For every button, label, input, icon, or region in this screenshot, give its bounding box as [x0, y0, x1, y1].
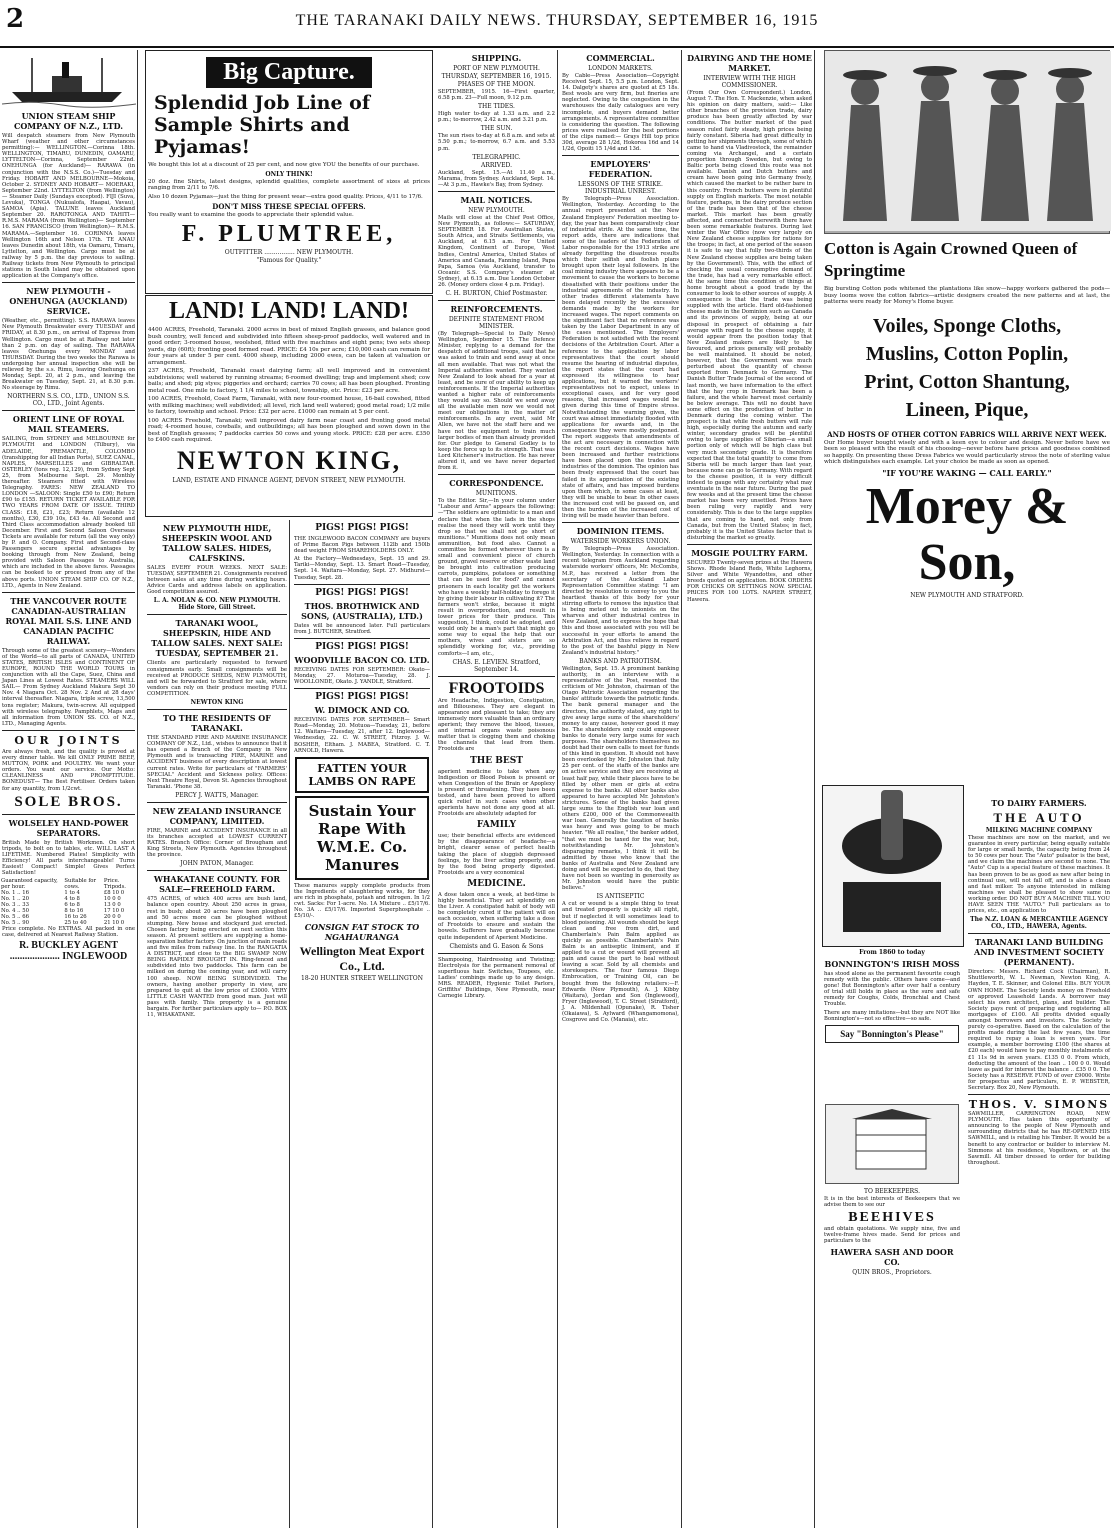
land-listing-4: 100 ACRES Freehold, Taranaki; well improved dairy farm near coast and fronting good metal road; 4-roomed house, cowbails, and outbuildings; all has been ploughed and sown down in the best of English grasses; 7 paddocks carries 50 cows and young stock. PRICE: £28 per acre. £350 to £400 cash required.	[148, 417, 430, 443]
hide-sales-title: NEW PLYMOUTH HIDE, SHEEPSKIN WOOL AND TALLOW SALES. HIDES, CALFSKINS.	[162, 523, 272, 563]
mail-sign: C. H. BURTON, Chief Postmaster.	[445, 290, 548, 298]
plumtree-outfitter: OUTFITTER ................ NEW PLYMOUTH.	[224, 248, 354, 256]
cotton-illustration	[824, 50, 1110, 234]
table-row: No. 5 .. 66 16 to 26 20 0 0	[1, 914, 121, 921]
brothwick-title: THOS. BROTHWICK AND SONS, (AUSTRALIA), LTD.)	[301, 600, 423, 621]
moon-body: SEPTEMBER, 1915. 16—First quarter, 6.58 p.m. 23—Full moon, 9.12 p.m.	[438, 89, 555, 102]
capture-title: Big Capture.	[206, 57, 372, 88]
dairying-title: DAIRYING AND THE HOME MARKET.	[687, 53, 812, 73]
table-row: No. 4 .. 50 8 to 16 17 10 0	[1, 908, 125, 915]
joints-title: OUR JOINTS	[14, 733, 123, 747]
dairy-farmers-title: TO DAIRY FARMERS.	[991, 798, 1087, 808]
steamship-illustration	[2, 52, 135, 108]
shipping-date: THURSDAY, SEPTEMBER 16, 1915.	[441, 73, 552, 80]
woodville-title: WOODVILLE BACON CO. LTD.	[294, 654, 430, 665]
joints-body: Are always fresh, and the quality is proved at every dinner table. We kill ONLY PRIME BEEF, MUTTON, PORK and POULTRY. We want your orders. You want our service. Our Motto: CLEANLINESS AND PROMPTITUDE. BONEDUST— The Best Fertiliser. Orders taken for any quantity, from 1/2cwt.	[2, 748, 135, 792]
column-dairy-farmers	[966, 795, 1112, 1528]
table-row: No. 3 .. 33 6 to 8 13 0 0	[1, 902, 121, 909]
building-society-body: Directors: Messrs. Richard Cock (Chairman), R. Shuttleworth, W. L. Newman, Newton King, A. Hayden, T. E. Skinner, and Colonel Ellis. BUY YOUR OWN HOME. The Society lends money on Freehold or approved Leasehold Lands. A borrower may select his own architect, plans, and builder. The Society pays rent of preparing and registering all mortgages of £100. All profits divided equally amongst borrowers and investors. The Society is purely co-operative. Based on the calculation of the profits made during the last few years, the time required to repay a loan is seven years. For example, a member borrowing £100 (the shares at £20 each) would have to pay monthly instalments of £1 11s 9d in seven years. £135 0 0. From which, deducting the amount of the loan .. 100 0 0. Would leave as paid for interest the balance .. £35 0 0. The Society has a RESERVE FUND of over £9000. Write for prospectus and particulars, E. P. WEBSTER, Secretary. Box 20, New Plymouth.	[968, 969, 1110, 1091]
masthead	[0, 0, 1114, 48]
onehunga-body: (Weather, etc., permitting). S.S. RARAWA leaves New Plymouth Breakwater every TUESDAY and FRIDAY, at 8.30 p.m., on arrival of Express from Wellington. Cargo must be at Railway not later than 2 p.m. on day of sailing. The RARAWA leaves Onehunga every MONDAY and THURSDAY. During the two weeks the Rarawa is undergoing her annual inspection she will be relieved by the s.s. Rimu, leaving Onehunga on Monday, Sept. 20, at 2 p.m., and leaving the Breakwater on Tuesday, Sept. 21, at 8.30 p.m. No steerage by Rimu.	[2, 318, 135, 392]
employers-title: EMPLOYERS' FEDERATION.	[588, 159, 653, 180]
consign-stock: CONSIGN FAT STOCK TO NGAHAURANGA	[304, 922, 420, 943]
frootoids-title: FROOTOIDS	[448, 679, 545, 697]
usco-title: UNION STEAM SHIP COMPANY OF N.Z., LTD.	[13, 111, 124, 131]
wellington-meat-name: Wellington Meat Export Co., Ltd.	[299, 944, 425, 974]
bonnington-please: Say "Bonnington's Please"	[825, 1025, 959, 1043]
table-row: No. 1 .. 20 4 to 8 10 0 0	[1, 896, 121, 903]
beehive-illustration	[825, 1104, 959, 1184]
moon-title: PHASES OF THE MOON.	[457, 81, 536, 88]
buckley-agent: R. BUCKLEY AGENT .................... INGLEWOOD	[9, 940, 128, 963]
capture-invite: You really want to examine the goods to appreciate their splendid value.	[148, 212, 354, 218]
pigs-header-4: PIGS! PIGS! PIGS!	[315, 692, 409, 703]
london-markets-body: By Cable—Press Association—Copyright Received Sept. 15, 5.5 p.m. London, Sept. 14. Dalgety's shares are quoted at £5 18s. Best wools are very firm, but fineries are neglected. Owing to the congestion in the warehouses the daily catalogues are very incomplete, and buyers demand better arrangements. A representative committee is considering the question. The following prices were realised for the best portions of the clips named:— Grays Hill top price 30d, average 28 1/2d, Hokorea 16d and 14 1/2d, Opoiti 15 1/4d and 13d.	[562, 73, 679, 153]
nz-insurance-body: FIRE, MARINE and ACCIDENT INSURANCE in all its branches accepted at LOWEST CURRENT RATES. Branch Office: Corner of Brougham and King Streets, New Plymouth. Agencies throughout the province.	[147, 827, 287, 859]
pigs-header-2: PIGS! PIGS! PIGS!	[315, 587, 409, 598]
cotton-fabrics: Voiles, Sponge Cloths, Muslins, Cotton Poplin, Print, Cotton Shantung, Lineen, Pique,	[864, 314, 1070, 421]
auto-sub: MILKING MACHINE COMPANY	[985, 827, 1093, 834]
frootoids-medicine: MEDICINE.	[467, 878, 526, 889]
arrived-title: ARRIVED.	[481, 161, 512, 169]
whakatane-title: WHAKATANE COUNTY. FOR SALE—FREEHOLD FARM.	[153, 874, 281, 895]
inglewood-bacon: THE INGLEWOOD BACON COMPANY are buyers of Prime Bacon Pigs between 112lb and 150lb dead weight FROM SHAREHOLDERS ONLY.	[294, 536, 430, 555]
sun-title: THE SUN.	[480, 125, 513, 133]
big-capture-advert	[145, 50, 433, 294]
tides-title: THE TIDES.	[478, 103, 515, 111]
auto-body: These machines are now on the market, and we guarantee in every particular, being equally suitable for large or small herds, the capacity being from 24 to 50 cows per hour. The "Auto" pulsator is the best, and we claim the machines are second to none. The "Auto" Cup is a special feature of these machines. It has been proven to be as good as new after being in continual use, will not fall off, and is also a clean and fast milker. To anyone interested in milking machines we shall be pleased to show same in working order. DO NOT BUY A MACHINE TILL YOU HAVE SEEN THE "AUTO." Full particulars as to prices, etc., on application to	[968, 835, 1110, 915]
commercial-title: COMMERCIAL.	[586, 53, 655, 63]
residents-title: TO THE RESIDENTS OF TARANAKI.	[163, 713, 271, 734]
beehives-title: BEEHIVES	[848, 1210, 936, 1226]
plumtree-name: F. PLUMTREE,	[181, 220, 397, 247]
residents-body: THE STANDARD FIRE AND MARINE INSURANCE COMPANY OF N.Z., Ltd., wishes to announce that it has opened a Branch of the Company in New Plymouth and is transacting FIRE, MARINE and ACCIDENT business of every description at lowest current rates. Write for particulars of "FARMERS' SPECIAL" Accident and Sickness policy. Offices: Next Theatre Royal, Devon St. Agencies throughout Taranaki. 'Phone 38.	[147, 735, 287, 790]
wolseley-body: British Made by British Workmen. On short tripods, to bolt on to tables, etc. WILL LAST A LIFETIME. Numbered Plates! Simplicity with Efficiency! All parts interchangeable! Turns Easiest! Compact! Simple! Gives Perfect Satisfaction!	[2, 839, 135, 877]
pigs-header-1: PIGS! PIGS! PIGS!	[315, 523, 409, 533]
tides-body: High water to-day at 1.33 a.m. and 2.2 p.m.; to-morrow, 2.42 a.m. and 3.21 p.m.	[438, 111, 555, 124]
morey-cotton-advert	[822, 50, 1112, 770]
munitions-title: MUNITIONS.	[475, 490, 518, 498]
shampoo-advert: Shampooing, Hairdressing and Twisting; Electrolysis for the permanent removal of superfluous hair. Switches, Toupees, etc. Ladies' combings made up to any design. MRS. READER, Hygienic Toilet Parlors, Griffiths' Buildings, New Plymouth, near Carnegie Library.	[438, 956, 555, 1000]
newton-king-name: NEWTON KING,	[176, 445, 402, 475]
fatten-lambs-box: FATTEN YOUR LAMBS ON RAPE	[295, 757, 429, 793]
onehunga-sign: NORTHERN S.S. CO., LTD., UNION S.S. CO., LTD., Joint Agents.	[7, 393, 130, 408]
frootoids-best: THE BEST	[470, 755, 523, 766]
mail-body: Mails will close at the Chief Post Office, New Plymouth, as follows:— SATURDAY, SEPTEMBER 18. For Australian States, South Africa, and Straits Settlements, via Auckland, at 6.15 a.m. For United Kingdom, Continent of Europe, West Indies, Central America, United States of America and Canada, Fanning Island, Papa Papa, Samoa (via Auckland, transfer to Oceanic S.S. Company's steamer at Sydney), at 6.15 a.m. Due London October 26. (Money orders close 4 p.m. Friday).	[438, 214, 555, 288]
building-society-title: TARANAKI LAND BUILDING AND INVESTMENT SOCIETY (PERMANENT).	[974, 937, 1104, 968]
usco-body: Will despatch steamers from New Plymouth Wharf (weather and other circumstances permitting):— WELLINGTON.—Corinna 18th. WELLINGTON, TIMARU, DUNEDIN, OAMARU, LYTTELTON—Corinna, September 22nd. ONEHUNGA (for Auckland)— RARAWA (in conjunction with the N.S.S. Co.)—Tuesday and Friday. HOBART AND MELBOURNE—Mokoia, October 2. SYDNEY AND HOBART— MOERAKI, September 22nd. LYTTELTON (from Wellington)— Steamer Daily (Sundays excepted). FIJI (Suva, Levuka), TONGA (Nukualofa, Haapai, Vavau), SAMOA (Apia). TALUNE leaves Auckland September 20. RAROTONGA AND TAHITI— R.M.S. MARAMA (from Wellington)— September 16. SAN FRANCISCO (from Wellington)— R.M.S. MARAMA.—September 16. CORINNA leaves Wellington 16th and Nelson 17th. TE ANAU leaves Dunedin about 18th, via Oamaru, Timaru, Lyttelton, and Wellington. Cargo must be at railway by 5 p.m. the day previous to sailing. Railway tickets from New Plymouth to principal stations in South Island may be obtained upon application at the Company's office.	[2, 133, 135, 280]
cotton-title: Cotton is Again Crowned Queen of Springtime	[824, 239, 1078, 280]
morey-son-name: Morey & Son,	[865, 477, 1069, 591]
munitions-body: To the Editor. Sir,—In your column under "Labour and Arms" appears the following:—"The soldiers are optimistic to a man and declare that when the lads in the shops realise the need they will work until they drop so that we shall not go short of munitions." Munitions does not only mean ammunition, but food also. Cannot a committee be formed wherever there is a small and convenient piece of church ground, gravel reserve or other waste land be brought into cultivation producing carrots, pumpkins, potatoes or something that can be used for food? and cannot prisoners in each locality get the workers who have a weekly half-holiday to forego it by giving their labour in cultivating it? The farmers won't strike, because it might result in overproduction, and result in lower prices for their produce. This suggestion, I think, could be adopted, and would only be a man's part that might go some way to equal the help that our mothers, wives and sisters are so splendidly working for, viz., providing comforts—I am, etc.,	[438, 498, 555, 657]
taranaki-wool-body: Clients are particularly requested to forward consignments early. Small consignments will be received at PRODUCE SHEDS, NEW PLYMOUTH, and will be forwarded to Stratford for sale, where vendors can rely on their produce meeting FULL COMPETITION.	[147, 660, 287, 697]
pigs-header-3: PIGS! PIGS! PIGS!	[315, 641, 409, 652]
dimock-title: W. DIMOCK AND CO.	[314, 705, 410, 716]
brothwick-body: Dates will be announced later. Full particulars from J. BUTCHER, Stratford.	[294, 622, 430, 635]
column-shipping-news	[436, 50, 558, 1528]
capture-dont-miss: DON'T MISS THESE SPECIAL OFFERS.	[212, 202, 366, 211]
bonnington-name: BONNINGTON'S IRISH MOSS	[824, 959, 960, 969]
arrived-body: Auckland, Sept. 15.—At 11.40 a.m., Marama, from Sydney. Auckland, Sept. 14.—At 3 p.m., Hawke's Bay, from Sydney.	[438, 169, 555, 188]
land-advert	[145, 295, 433, 517]
column-commercial	[560, 50, 682, 1528]
hide-sales-body: SALES EVERY FOUR WEEKS. NEXT SALE: TUESDAY, SEPTEMBER 21. Consignments received between sales at any time during working hours. Advice Cards and address labels on application. Good competition assured.	[147, 565, 287, 596]
beekeepers-to: TO BEEKEEPERS.	[864, 1188, 920, 1195]
reinforcements-sub: DEFINITE STATEMENT FROM MINISTER.	[448, 316, 545, 331]
beehives-body1: It is in the best interests of Beekeepers that we advise them to see our	[824, 1196, 960, 1209]
wolseley-title: WOLSELEY HAND-POWER SEPARATORS.	[8, 817, 129, 838]
bonnington-illustration	[822, 785, 964, 947]
capture-body3: Also 10 dozen Pyjamas—just the thing for present wear—extra good quality. Prices, 4/11 to 17/6.	[148, 193, 423, 200]
mail-place: NEW PLYMOUTH.	[468, 206, 525, 214]
frootoids-medicine-body: A dose taken once a week, at bed-time is highly beneficial. They act splendidly on the Liver. A constipated habit of body will be completely cured if the patient will on each occasion, when suffering take a dose of Frootoids to ensure and sustain the bowels. Sufferers have gradually become quite independent of Aperient Medicine.	[438, 891, 555, 941]
morey-towns: NEW PLYMOUTH AND STRATFORD.	[910, 591, 1024, 599]
frootoids-sign: Chemists and G. Eason & Sons	[449, 942, 544, 950]
wellington-meat-address: 18-20 HUNTER STREET WELLINGTON	[301, 975, 423, 983]
nolan-sign: L. A. NOLAN & CO. NEW PLYMOUTH. Hide Store, Gill Street.	[153, 597, 281, 612]
frootoids-family-body: use; their beneficial effects are evidenced by the disappearance of headache—a bright, clearer sense of perfect health taking the place of sluggish depressed feelings, by the liver acting properly, and by the food being properly digested. Frootoids are a very economical	[438, 833, 555, 876]
whakatane-body: 475 ACRES, of which 400 acres are bush land, balance open country. About 250 acres in grass, rest in bush; about 20 acres have been ploughed and 50 acres more can be ploughed without stumping. New house and stockyard just erected. Chosen factory being erected on next section this season. At present settlers are supplying a home-separation butter factory. On junction of main roads and five miles from railway line. In the RANGATIA A DISTRICT, and close to the BIG SWAMP NOW BEING RAPIDLY BROUGHT IN. Ring-fenced and subdivided into two paddocks. This farm can be milked on during the coming year, and will carry 100 sheep. NOW BEING SUBDIVIDED. The owners, having another property in view, are prepared to quit at the low price of £3000. VERY LITTLE CASH WANTED from good man. Just will pass with family. This property is a genuine bargain. For further particulars apply to— P.O. BOX 11, WHAKATANE.	[147, 896, 287, 1019]
plumtree-motto: "Famous for Quality."	[256, 256, 322, 264]
antiseptic-body: A cut or wound is a simple thing to treat and treated properly is quickly all right, but if neglected it will sometimes lead to blood poisoning. All wounds should be kept clean and free from dirt, and Chamberlain's Pain Balm applied as quickly as possible. Chamberlain's Pain Balm is an antiseptic liniment, and if applied to a cut or wound will prevent all pain and cause the part to heal without leaving a scar. Sold by all chemists and storekeepers. The four famous Diego Embrocation, or Training Oil, can be bought from the following retailers:—F. Edwards (New Plymouth), A. J. Kibby (Waitara), Jordan and Son (Inglewood), Fryer (Inglewood), T. C. Street (Stratford), J. A. Mildenhall (Opunake), R. Tisher (Okaiawa), S. Aylward (Whangamomona), Cosgrove and Co. (Manaia), etc.	[562, 901, 679, 1024]
newton-king-sub: LAND, ESTATE AND FINANCE AGENT, DEVON STREET, NEW PLYMOUTH.	[172, 476, 406, 484]
land-listing-2: 237 ACRES, Freehold, Taranaki coast dairying farm; all well improved and in convenient subdivisions; well watered by running streams; 6-roomed dwelling; trap and implement shed; cow bails; and shed; pig styes; piggeries and orchard; carries 70 cows; all has been ploughed. Fronting metal road. One mile to factory, 1 1/4 miles to school, township, etc. Price: £23 per acre.	[148, 368, 430, 394]
dairying-sub: INTERVIEW WITH THE HIGH COMMISSIONER.	[703, 75, 796, 89]
page-number: 2	[6, 4, 25, 34]
waterside-body: By Telegraph—Press Association. Wellington, Yesterday. In connection with a recent telegram from Auckland regarding waterside workers' officers, Mr. McCombs, M.P., has received a letter from the secretary of the Auckland Labor Representation Committee stating: "I am directed by resolution to convey to you the heartiest thanks of this body for your stirring efforts to remove the injustice that is being meted out to unionists on the wharves and other industrial centres in New Zealand, and to express the hope that this and those associated with you will be successful in your efforts to amend the Arbitration Act, and thus relieve in regard to the post of the bashful piggy in New Zealand's industrial history."	[562, 546, 679, 656]
simons-body: SAWMILLER, CARRINGTON ROAD, NEW PLYMOUTH. Has taken this opportunity of announcing to the people of New Plymouth and surrounding districts that he has RE-OPENED HIS SAWMILL, and is retailing his Timber. It would be a benefit to any contractor or builder to interview M. Simmons at his residence, Vogeltown, or at the Sawmill. All timber dressed to order for building throughout.	[968, 1111, 1110, 1166]
newspaper-title: THE TARANAKI DAILY NEWS. THURSDAY, SEPTEMBER 16, 1915	[295, 12, 819, 29]
orient-body: SAILING, from SYDNEY and MELBOURNE for PLYMOUTH and LONDON (Tilbury), via ADELAIDE, FREMANTLE, COLOMBO (transhipping for all Indian Ports), SUEZ CANAL, NAPLES, MARSEILLES and GIBRALTAR. OSTERLEY (tons reg. 12,129), from Sydney Sept 25, from Melbourne Sept. 29. Monthly thereafter. Steamers fitted with Wireless Telegraphy. FARES: NEW ZEALAND TO LONDON —SALOON: Single £50 to £90; Return £90 to £155. RETURN TICKET AVAILABLE FOR TWO YEARS FROM DATE OF ISSUE. THIRD CLASS: £18, £21, £23; Return (available 12 months), £30, £39 10s, £43 4s. All Second and Third Class accommodation already booked till December. First and Second Saloon Overseas Tickets are available for return (all the way only) by P. and O. Company. First and Second-class Passengers secure special advantages by booking through from New Zealand, being provided with Saloon Passages to Australia, which are included in the above fares. Passages can be booked to or proceed from any of the above ports. UNION STEAM SHIP CO. OF N.Z., LTD., Agents in New Zealand.	[2, 436, 135, 589]
vancouver-body: Through some of the greatest scenery—Wonders of the World—to all parts of CANADA, UNITED STATES, BRITISH ISLES and CONTINENT OF EUROPE, ROUND THE WORLD TOURS in conjunction with all the Cape, Suez, China and Japan Lines at Lowest Rates. STEAMERS WILL SAIL— From Sydney Auckland Makura Sept 30 Nov. 4 Niagara Oct. 28 Nov. 2 And at 28 days' interval thereafter. Niagara, triple screw, 13,500 tons register; Makura, twin-screw. All equipped with wireless telegraphy. Pamphlets, Maps and all information from UNION SS. CO. of N.Z., LTD., Managing Agents.	[2, 647, 135, 727]
employers-sub: LESSONS OF THE STRIKE. INDUSTRIAL UNREST.	[578, 181, 663, 196]
mail-title: MAIL NOTICES.	[460, 194, 533, 205]
onehunga-title: NEW PLYMOUTH - ONEHUNGA (AUCKLAND) SERVICE.	[9, 286, 128, 317]
dimock-body: RECEIVING DATES FOR SEPTEMBER— Smart Road—Monday, 20. Motuoa—Tuesday, 21, before 12. Waitara—Tuesday, 21, after 12. Inglewood—Wednesday, 22. C. W. STREET, Fitzroy. J. W. BOSHER, Eltham. J. MABEA, Stratford. C. T. ARNOLD, Hawera.	[294, 717, 430, 754]
sustain-rape-box: Sustain Your Rape With W.M.E. Co. Manures	[295, 796, 429, 880]
land-listing-1: 4400 ACRES, Freehold, Taranaki. 2000 acres in best of mixed English grasses, and balance good bush country, well fenced and subdivided into fifteen sheep-proof paddocks, well watered and in good order; 3-roomed house, woolshed, fitted with five machines and eight pens; two sets sheep yards, dip (60ft); fronting good formed road. PRICE: £4 10s per acre; £10,000 cash can remain for four years at under 5 per cent. 4000 sheep, including 2000 ewes, can be taken at valuation or arrangement.	[148, 327, 430, 366]
inglewood-dates: At the Factory—Wednesdays, Sept. 15 and 29. Tariki—Monday, Sept. 13. Smart Road—Tuesday, Sept. 14. Waitara—Monday, Sept. 27. Midhurst—Tuesday, Sept. 28.	[294, 556, 430, 581]
sizes-note: Price complete. No EXTRAS. All packed in one case, delivered at Nearest Railway Station.	[2, 926, 135, 939]
capture-only-think: ONLY THINK!	[265, 170, 313, 178]
beehives-body2: and obtain quotations. We supply nine, five and twelve-frame hives made. Send for prices and particulars to the	[824, 1226, 960, 1245]
sun-body: The sun rises to-day at 6.8 a.m. and sets at 5.50 p.m.; to-morrow, 6.7 a.m. and 5.53 p.m.	[438, 133, 555, 152]
munitions-sign: CHAS. E. LEVIEN. Stratford, September 14.	[452, 658, 541, 673]
table-row: No. 1 .. 16 1 to 4 £8 10 0	[1, 890, 125, 897]
watts-sign: PERCY J. WATTS, Manager.	[175, 791, 259, 799]
cotton-others: AND HOSTS OF OTHER COTTON FABRICS WILL ARRIVE NEXT WEEK.	[827, 429, 1107, 439]
taranaki-wool-title: TARANAKI WOOL, SHEEPSKIN, HIDE AND TALLOW SALES. NEXT SALE: TUESDAY, SEPTEMBER 21.	[151, 618, 283, 659]
quin-bros: QUIN BROS., Proprietors.	[852, 1269, 932, 1277]
bonnington-text	[822, 948, 962, 1098]
nz-insurance-title: NEW ZEALAND INSURANCE COMPANY, LIMITED.	[152, 805, 282, 826]
woodville-body: RECEIVING DATES FOR SEPTEMBER: Okato—Monday, 27. Moturoa—Tuesday, 28. J. WOOLLONDE, Okato. J. YANDLE, Stratford.	[294, 666, 430, 686]
dominion-items-title: DOMINION ITEMS.	[576, 526, 665, 537]
correspondence-title: CORRESPONDENCE.	[449, 478, 544, 489]
land-title: LAND! LAND! LAND!	[169, 298, 409, 324]
bonnington-body2: There are many imitations—but they are NOT like Bonnington's—not so effective—so safe.	[824, 1009, 960, 1022]
capture-body2: 20 doz. fine Shirts, latest designs, splendid qualities, complete assortment of sizes at prices ranging from 2/11 to 7/6.	[148, 178, 430, 191]
sole-bros: SOLE BROS.	[14, 793, 123, 810]
cotton-body: Big bursting Cotton pods whitened the plantations like snow—happy workers gathered the pods—busy looms wove the cotton fabrics—artistic designers created the new patterns and at last, the patterns were ready for Morey's Home buyer.	[824, 286, 1110, 305]
banks-title: BANKS AND PATRIOTISM.	[579, 657, 662, 665]
capture-body1: We bought this lot at a discount of 25 per cent, and now give YOU the benefits of our purchase.	[148, 162, 420, 168]
cotton-advice: Our Home buyer bought wisely and with a keen eye to colour and design. Never before have we been so pleased with the result of his choosing—never before have prices and goodness combined so happily. On presenting these Dress Fabrics we would particularly stress the note of sterling value which distinguishes each example. Let your choice be made as soon as opened.	[824, 439, 1110, 465]
banks-body: Wellington, Sept. 15. A prominent banking authority, in an interview with a representative of the Post, resented the criticism of Mr. Johnston, chairman of the Otago Patriotic Association regarding the banks' attitude towards the patriotic funds. The bank general manager and the directors, the authority stated, any right to give away large sums of the shareholders' money to any cause, however good it may be. The shareholders only could empower banks to donate very large sums for such purposes. The shareholders themselves no doubt had their own calls to meet for funds of this kind in question. It should not have been overlooked by Mr. Johnston that fully 25 per cent. of the staffs of the banks are on active service and they are receiving at least half pay, while their places have to be filled by other men or girls at extra expense to the banks. All other banks also appeared to have accepted Mr. Johnston's strictures. Some of the banks had given large sums to the English war loan and others £200, 000 of the Commonwealth war loan. Generally the taxation of banks was heavy and was going to be much heavier. "We all realise," the banker added, "that we must be taxed for the war, but, notwithstanding Mr. Johnston's disparaging remarks, I think it will be admitted by those who know that the banks of Australia and New Zealand are doing and will be expected to do, that they have not been so wanting in generosity as Mr. Johnston would have the public believe."	[562, 665, 679, 892]
manures-body: These manures supply complete products from the Ingredients of slaughtering works, for they are rich in phosphate, potash and nitrogen. In 1/2 cwt. Sacks: For 1-acre. No. 1A Mixture .. £5/17/6. No. 3A .. £5/17/6. Imported Superphosphate .. £5/10/-.	[294, 882, 430, 920]
london-markets-title: LONDON MARKETS.	[588, 65, 653, 72]
column-hides-insurance	[145, 520, 290, 1528]
dairying-body: (From Our Own Correspondent.) London, August 7. The Hon. T. Mackenzie, when asked his opinion on dairy matters, said:— Like other branches of the provision trade, dairy produce has been greatly affected by war conditions. The butter market of the past season ruled fairly steady, high prices being fairly constant. Siberia had great difficulty in getting her shipments through, some of which came to hand via Vladivostock, the remainder coming via Archangel, and a certain proportion through Sweden, but owing to Baltic ports being closed this route was not available. Danish and Dutch butters and cream have been going into Germany freely, which caused the market to be rather bare in this country. French butters were in plentiful supply on English markets. The most notable feature, perhaps, in the dairy produce section of the trade has been that of the cheese market. This market has been greatly affected, and connected therewith there have been some remarkable features. During last winter the War Office (now very largely on New Zealand cheese supplies for rations for the troops; in fact, at one period of the season it is safe to say that fully two-thirds of the New Zealand cheese supplies are being taken by the Government). This, with the effect of checking the usual consumptive demand of the trade, has had a very remarkable effect. At the same time this condition of things at home brought about a good trade by the consumer to look to other sources of supply. A consequence is that the trade was being supplied with the article. Hard old-fashioned cheese made in the Dominion such as Canada and its provinces of supply, being at our disposal in prospect of obtaining a fair average with regard to the cheese supply, it would appear from the position today that New Zealand makers are likely to be favoured, and prices generally will probably be well maintained. It should be noted, however, that the Government was much perturbed about the quantity of cheese exported from Denmark to Germany. The Danish Butter Trade Journal of the second of last month, we have information to the effect that the hay crop in Denmark has been a failure, and the whole harvest most certainly be below average. This will no doubt have some effect on the production of butter in Denmark during the coming winter. The prospect is that while fresh butters will rule high, especially during the autumn and early winter, secondary grades will be plentiful owing to large supplies of Siberian—a small portion only of which will be high class but very much secondary grade. It is therefore expected that the total quantity to come from Siberia will be much larger than last year, because none can go to Germany. With regard to the cheese position, it is very difficult indeed to gauge with any certainty what may eventuate in the near future. During the past few weeks and at the present time the cheese market has been very unsettled. Prices have been ruling very rapidly and very considerably. This is due to the large supplies that are coming to hand, not only from Canada, but from the United States; in fact, probably it is the United States factor that is disturbing the market so greatly.	[687, 90, 812, 541]
employers-body: By Telegraph—Press Association. Wellington, Yesterday. According to the annual report presented at the New Zealand Employers' Federation meeting to-day, the year has been comparatively clear of industrial strife. At the same time, the report adds, there are indications that some of the leaders of the Federation of Labor responsible for the 1913 strike are already forgetting the disastrous results which their selfish and foolish plans brought upon their loyal followers. In the coal mining industry there appears to be a movement to cause the workers to become dissatisfied with their positions under the industrial agreements of the industry. In other trades different statements have been delayed recently by the excessive demands made by the workers for increased wages. The report comments on the significant fact that no reference was taken by the Labor Department in any of the cases mentioned. The Employers' Federation is not satisfied with the recent decisions of the Arbitration Court. After a reference to the application by labor representatives that the court should resume the hearing of industrial disputes, the report states that the court had expressed its willingness to hear applications, but it warned the workers' representatives not to expect, unless in exceptional cases, and for very good reasons, that increased wages would be given during this time of Empire stress. Notwithstanding the warning given, the court was almost immediately flooded with applications for awards and, in the consequence they were mostly postponed. The report suggests that amendments of the act are necessary in connection with the recent court decisions. Wages have been increased and further restrictions have been placed upon the trades and industries of the dominion. The opinion has been freely expressed that the court has failed in its appreciation of the existing state of affairs, and has imposed burdens upon them which, in some cases at least, they will be unable to bear. In other cases the increased cost will be passed on, and then the burden of the increased cost of living will be made heavier than before.	[562, 196, 679, 520]
newton-king-sign: NEWTON KING	[190, 699, 244, 707]
reinforcements-title: REINFORCEMENTS.	[450, 304, 543, 315]
land-listing-3: 100 ACRES, Freehold, Coast Farm, Taranaki, with new four-roomed house, 16-bail cowshed, fitted with milking machines; well subdivided; all level, rich land well watered; good metal road; 1/2 mile to factory, township and school. Price: £32 per acre. £1000 can remain at 5 per cent.	[148, 396, 430, 415]
loan-agency: The N.Z. LOAN & MERCANTILE AGENCY CO., LTD., HAWERA, Agents.	[970, 916, 1108, 931]
antiseptic-title: IS ANTISEPTIC	[596, 893, 645, 901]
frootoids-best-body: aperient medicine to take when any Indigestion or Blood Poison is present or when Congestion of the Brain or Apoplexy is present or threatening. They have been tested, and have been proved to afford quick relief in such cases when other aperients have not done any good at all. Frootoids are absolutely adapted for	[438, 768, 555, 818]
frootoids-family: FAMILY	[476, 820, 517, 831]
paton-sign: JOHN PATON, Manager.	[180, 860, 254, 868]
capture-headline: Splendid Job Line of Sample Shirts and Pyjamas!	[154, 92, 371, 158]
telegraphic-title: TELEGRAPHIC.	[472, 153, 521, 161]
orient-title: ORIENT LINE OF ROYAL MAIL STEAMERS.	[12, 414, 125, 435]
shipping-port: PORT OF NEW PLYMOUTH.	[453, 65, 540, 72]
mosgie-body: SECURED Twenty-seven prizes at the Hawera Shows. Rhode Island Reds, White Leghorns, Silver and White Wyandottes, and other breeds quoted on application. BOOK ORDERS FOR CHICKS OR SETTINGS NOW. SPECIAL PRICES FOR 100 LOTS. NAPIER STREET, Hawera.	[687, 559, 812, 603]
table-row: No. 5 .. 90 25 to 40 21 10 0	[1, 920, 125, 927]
column-pigs-manures	[292, 520, 433, 1528]
column-shipping-ads	[0, 50, 138, 1528]
shipping-title: SHIPPING.	[471, 53, 522, 63]
vancouver-title: THE VANCOUVER ROUTE CANADIAN-AUSTRALIAN ROYAL MAIL S.S. LINE AND CANADIAN PACIFIC RAILWAY.	[5, 595, 132, 646]
reinforcements-body: (By Telegraph—Special to Daily News) Wellington, September 15. The Defence Minister, replying to a demand for the despatch of additional troops, said that he was asked to train and send away at once all men available. That was not what the Imperial authorities wanted. They wanted New Zealand to look ahead for a year at least, and be sure of our ability to keep up reinforcements. If the Imperial authorities wanted a higher rate of reinforcements they would say so. Should we send away all the available men now we would not meet our obligations in the matter of reinforcements. In any event, said Mr Allen, we have not the staff here and we have not the equipment to train much larger bodies of men than already provided for. Our pledge to General Godley is to keep the force up to its strength. That was Lord Kitchener's instruction. He has never altered it, and we have never departed from it.	[438, 331, 555, 472]
column-dairying	[685, 50, 815, 1528]
bonnington-from: From 1860 to today	[859, 949, 925, 956]
mosgie-title: MOSGIE POULTRY FARM.	[691, 547, 808, 558]
bonnington-body: has stood alone as the permanent favourite cough remedy with the public. Others have come—and gone! But Bonnington's after over half a century of trial still holds in place as the sure and safe remedy for Coughs, Colds, Bronchial and Chest Trouble.	[824, 971, 960, 1008]
simons-name: THOS. V. SIMONS	[968, 1098, 1110, 1112]
separator-price-table: Guaranteed capacity, per hour. Suitable for cows. Price. Tripods. No. 1 .. 16 1 to 4 £8 10 0 No. 1 .. 20 4 to 8 10 0 0 No. 3 .. 33 6 to 8 13 0 0 No. 4 .. 50 8 to 16 17 10 0 No. 5 .. 66 16 to 26 20 0 0 No. 5 .. 90 25 to 40 21 10 0	[0, 878, 137, 926]
cotton-slogan: "IF YOU'RE WAKING — CALL EARLY."	[882, 467, 1052, 478]
waterside-title: WATERSIDE WORKERS UNION.	[570, 538, 671, 546]
auto-title: THE AUTO	[993, 810, 1085, 825]
beehives-advert	[822, 1100, 962, 1528]
frootoids-body: Are Headache, Indigestion, Constipation, and Biliousness. They are elegant in appearance and pleasant to take; they are immensely more valuable than an ordinary aperient; they remove the blood, tissues, and internal organs waste poisonous matter that is clogging them and choking the channels that lead from them. Frootoids are	[438, 697, 555, 753]
hawera-sash: HAWERA SASH AND DOOR CO.	[830, 1247, 954, 1268]
